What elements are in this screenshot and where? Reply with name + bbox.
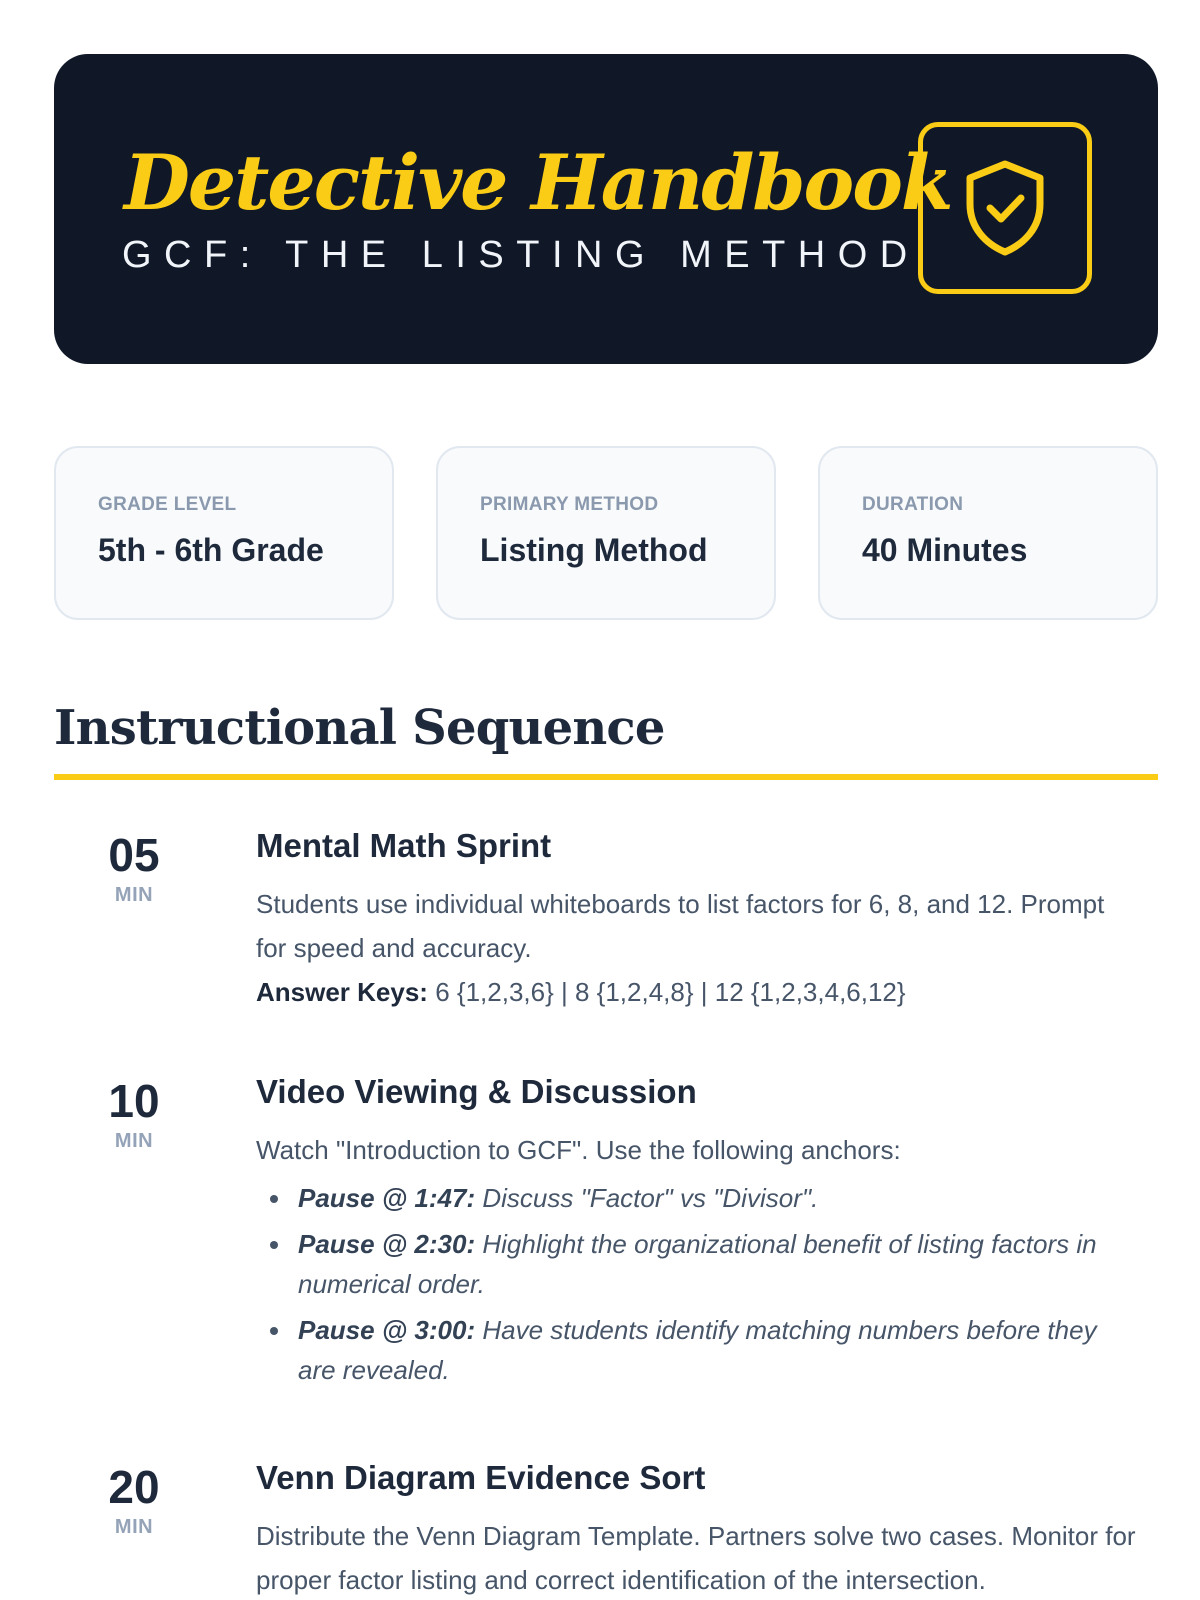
stat-value: 40 Minutes bbox=[862, 532, 1028, 568]
anchor-item bbox=[256, 1224, 1136, 1304]
step-unit: MIN bbox=[114, 1130, 154, 1152]
section-title: Instructional Sequence bbox=[54, 700, 665, 756]
step-description: Students use individual whiteboards to list factors for 6, 8, and 12. Prompt for speed and accuracy. bbox=[256, 888, 1105, 963]
header-banner bbox=[54, 54, 1158, 364]
badge bbox=[918, 122, 1092, 294]
anchor-time: Pause @ 2:30: bbox=[298, 1228, 476, 1259]
page-title: Detective Handbook bbox=[124, 138, 952, 227]
anchor-time: Pause @ 1:47: bbox=[298, 1182, 476, 1213]
step-minutes: 10 bbox=[108, 1075, 160, 1127]
step-title: Venn Diagram Evidence Sort bbox=[256, 1459, 706, 1496]
step-minutes: 20 bbox=[108, 1461, 160, 1513]
stat-value: Listing Method bbox=[480, 532, 708, 568]
step-description: Distribute the Venn Diagram Template. Partners solve two cases. Monitor for proper factor listing and correct identification of the intersection. bbox=[256, 1520, 1136, 1595]
stat-card-primary-method bbox=[436, 446, 776, 620]
anchor-text: Have students identify matching numbers before they are revealed. bbox=[298, 1314, 1097, 1385]
answer-keys-text: 6 {1,2,3,6} | 8 {1,2,4,8} | 12 {1,2,3,4,6,12} bbox=[435, 976, 906, 1007]
stat-value: 5th - 6th Grade bbox=[98, 532, 324, 568]
answer-keys-label: Answer Keys: bbox=[256, 976, 428, 1007]
anchor-text: Discuss "Factor" vs "Divisor". bbox=[482, 1182, 819, 1213]
section-divider bbox=[54, 774, 1158, 780]
step-description: Watch "Introduction to GCF". Use the following anchors: bbox=[256, 1134, 901, 1165]
step-unit: MIN bbox=[114, 1516, 154, 1538]
stat-label: DURATION bbox=[862, 494, 964, 515]
stat-card-duration bbox=[818, 446, 1158, 620]
anchor-item bbox=[256, 1310, 1136, 1390]
anchor-list bbox=[256, 1178, 1136, 1390]
shield-check-icon bbox=[962, 158, 1048, 258]
page-subtitle: GCF: THE LISTING METHOD bbox=[122, 234, 920, 276]
step-unit: MIN bbox=[114, 884, 154, 906]
anchor-text: Highlight the organizational benefit of listing factors in numerical order. bbox=[298, 1228, 1097, 1299]
step-title: Mental Math Sprint bbox=[256, 827, 552, 864]
step-title: Video Viewing & Discussion bbox=[256, 1073, 697, 1110]
anchor-time: Pause @ 3:00: bbox=[298, 1314, 476, 1345]
stat-card-grade-level bbox=[54, 446, 394, 620]
answer-keys bbox=[256, 970, 1136, 1014]
stat-label: GRADE LEVEL bbox=[98, 494, 237, 515]
step-minutes: 05 bbox=[108, 829, 160, 881]
anchor-item bbox=[256, 1178, 1136, 1218]
stat-label: PRIMARY METHOD bbox=[480, 494, 659, 515]
